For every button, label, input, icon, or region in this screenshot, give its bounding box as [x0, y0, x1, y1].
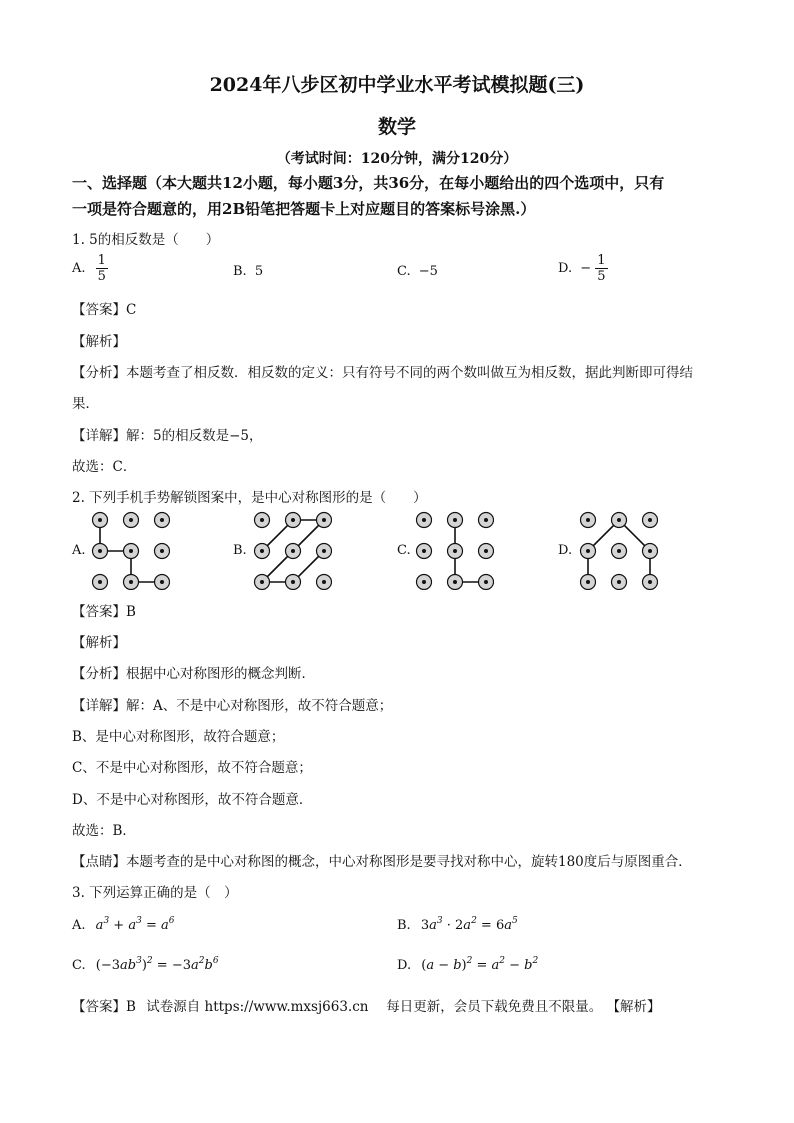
- q1-stem: 1. 5的相反数是（ ）: [72, 232, 220, 248]
- q2-detail: 【详解】解：A、不是中心对称图形，故不符合题意；: [72, 698, 393, 714]
- q1-analysis: 【解析】: [72, 334, 126, 350]
- q2-option-a-label: A.: [72, 543, 86, 558]
- option-label: D.: [397, 958, 412, 973]
- formula-c: $(-3ab^3)^2 = -3a^2b^6$: [95, 956, 219, 973]
- exam-note: （考试时间：120分钟，满分120分）: [276, 151, 518, 167]
- q3-option-b: [397, 918, 518, 933]
- numerator: 1: [597, 253, 606, 268]
- q2-fenxi: 【分析】根据中心对称图形的概念判断．: [72, 666, 315, 682]
- q3-answer: 【答案】B: [72, 999, 136, 1015]
- q2-stem: 2. 下列手机手势解锁图案中，是中心对称图形的是（ ）: [72, 490, 427, 506]
- option-label: C.: [72, 958, 86, 973]
- q1-option-a: [72, 253, 108, 284]
- q2-pattern-b: [250, 508, 332, 590]
- pattern-dots: [417, 513, 494, 590]
- option-label: B.: [233, 264, 247, 279]
- q2-choose: 故选：B．: [72, 823, 136, 839]
- q1-choose: 故选：C．: [72, 459, 137, 475]
- option-label: D.: [558, 261, 573, 276]
- q3-analysis: 【解析】: [606, 999, 661, 1015]
- section-heading-line2: 一项是符合题意的，用2B铅笔把答题卡上对应题目的答案标号涂黑.）: [72, 200, 536, 218]
- denominator: 5: [597, 269, 606, 284]
- q1-answer: 【答案】C: [72, 302, 137, 318]
- q1-option-b: [233, 264, 263, 279]
- option-label: C.: [397, 264, 411, 279]
- q1-option-d: [558, 253, 608, 284]
- q2-pattern-d: [576, 508, 658, 590]
- q2-option-d-label: D.: [558, 543, 573, 558]
- q3-stem: 3. 下列运算正确的是（ ）: [72, 885, 238, 901]
- q2-d-line: D、不是中心对称图形，故不符合题意．: [72, 792, 313, 808]
- q2-c-line: C、不是中心对称图形，故不符合题意；: [72, 760, 312, 776]
- fraction: [595, 253, 607, 284]
- q2-dianjing: 【点睛】本题考查的是中心对称图的概念，中心对称图形是要寻找对称中心，旋转180度后与原图重合．: [72, 854, 692, 870]
- option-text: −5: [418, 264, 438, 279]
- q3-option-a: [72, 918, 174, 933]
- q2-option-c-label: C.: [397, 543, 411, 558]
- q2-answer: 【答案】B: [72, 604, 136, 620]
- formula-d: $(a - b)^2 = a^2 - b^2$: [421, 956, 539, 973]
- denominator: 5: [97, 269, 106, 284]
- pattern-dots: [93, 513, 170, 590]
- minus-sign: −: [580, 261, 592, 276]
- numerator: 1: [97, 253, 106, 268]
- exam-title: 2024年八步区初中学业水平考试模拟题(三): [209, 74, 585, 96]
- q3-option-c: [72, 958, 219, 973]
- formula-b: $3a^3 \cdot 2a^2 = 6a^5$: [420, 916, 518, 933]
- source-footer: 试卷源自 https://www.mxsj663.cn 每日更新，会员下载免费且不限量。: [146, 999, 603, 1015]
- q1-detail: 【详解】解：5的相反数是−5，: [72, 428, 263, 444]
- q2-b-line: B、是中心对称图形，故符合题意；: [72, 729, 285, 745]
- subject-title: 数学: [377, 116, 416, 138]
- q2-analysis: 【解析】: [72, 635, 126, 651]
- q1-option-c: [397, 264, 438, 279]
- fraction: [96, 253, 108, 284]
- q3-option-d: [397, 958, 538, 973]
- q3-answer-row: [72, 995, 661, 1015]
- q2-pattern-a: [88, 508, 170, 590]
- option-label: B.: [397, 918, 411, 933]
- q1-fenxi-line2: 果．: [72, 396, 99, 412]
- option-text: 5: [254, 264, 264, 279]
- pattern-dots: [581, 513, 658, 590]
- pattern-dots: [255, 513, 332, 590]
- formula-a: $a^3 + a^3 = a^6$: [95, 916, 175, 933]
- q2-pattern-c: [412, 508, 494, 590]
- q1-fenxi-line1: 【分析】本题考查了相反数．相反数的定义：只有符号不同的两个数叫做互为相反数，据此判断即可得结: [72, 365, 693, 381]
- section-heading-line1: 一、选择题（本大题共12小题，每小题3分，共36分，在每小题给出的四个选项中，只有: [72, 174, 665, 192]
- q2-option-b-label: B.: [233, 543, 247, 558]
- option-label: A.: [72, 261, 86, 276]
- option-label: A.: [72, 918, 86, 933]
